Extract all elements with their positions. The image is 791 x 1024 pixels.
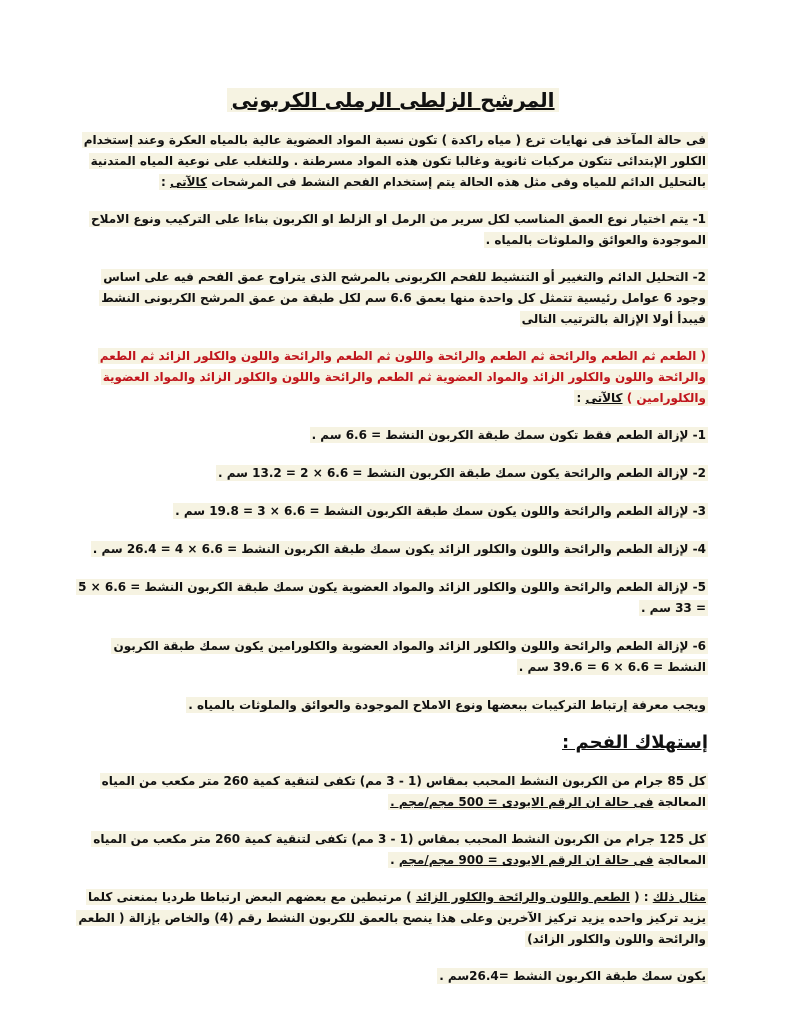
removal-list [78,425,708,678]
list-item: 5- لإزالة الطعم والرائحة واللون والكلور الزائد والمواد العضوية يكون سمك طبقة الكربون النشط = 6.6 × 5 = 33 سم . [78,580,706,615]
consumption-item: كل 125 جرام من الكربون النشط المحبب بمقاس (1 - 3 مم) تكفى لتنقية كمية 260 متر مكعب من المياه المعالجة فى حالة ان الرقم الايودى = 900 مجم/مجم . [93,832,706,867]
list-item: 4- لإزالة الطعم والرائحة واللون والكلور الزائد يكون سمك طبقة الكربون النشط = 6.6 × 4 = 26.4 سم . [92,542,706,556]
list-item: 6- لإزالة الطعم والرائحة واللون والكلور الزائد والمواد العضوية والكلورامين يكون سمك طبقة الكربون النشط = 6.6 × 6 = 39.6 سم . [113,639,706,674]
consumption-item: كل 85 جرام من الكربون النشط المحبب بمقاس (1 - 3 مم) تكفى لتنقية كمية 260 متر مكعب من المياه المعالجة فى حالة ان الرقم الايودى = 500 مجم/مجم . [101,774,706,809]
closing-paragraph: ويجب معرفة إرتباط التركيبات ببعضها ونوع الاملاح الموجودة والعوائق والملوثات بالمياه . [188,698,706,712]
list-item: 2- لإزالة الطعم والرائحة يكون سمك طبقة الكربون النشط = 6.6 × 2 = 13.2 سم . [218,466,706,480]
removal-order-note: ( الطعم ثم الطعم والرائحة ثم الطعم والرائحة واللون ثم الطعم والرائحة واللون والكلور الزائد ثم الطعم والرائحة واللون والكلور الزائد والمواد العضوية ثم الطعم والرائحة واللون والكلور الزائد والمواد العضوية والكلورامين ) كالآتى : [99,349,706,405]
page-title: المرشح الزلطى الرملى الكربونى [78,88,708,112]
point-1: 1- يتم اختيار نوع العمق المناسب لكل سرير من الرمل او الزلط او الكربون بناءا على التركيب ونوع الاملاح الموجودة والعوائق والملوثات بالمياه . [90,212,706,247]
list-item: 3- لإزالة الطعم والرائحة واللون يكون سمك طبقة الكربون النشط = 6.6 × 3 = 19.8 سم . [175,504,706,518]
list-item: 1- لإزالة الطعم فقط تكون سمك طبقة الكربون النشط = 6.6 سم . [311,428,706,442]
result-line: يكون سمك طبقة الكربون النشط =26.4سم . [439,969,706,983]
example-paragraph: مثال ذلك : ( الطعم واللون والرائحة والكلور الزائد ) مرتبطين مع بعضهم البعض ارتباطا طرديا بمنعنى كلما يزيد تركيز واحده يزيد تركيز الآخرين وعلى هذا ينصح بالعمق للكربون النشط رقم (4) والخاص بإزالة ( الطعم والرائحة واللون والكلور الزائد) [78,890,706,946]
point-2: 2- التحليل الدائم والتغيير أو التنشيط للفحم الكربونى بالمرشح الذى يتراوح عمق الفحم فيه على اساس وجود 6 عوامل رئيسية تتمثل كل واحدة منها بعمق 6.6 سم لكل طبقة من عمق المرشح الكربونى النشط فيبدأ أولا الإزالة بالترتيب التالى [101,270,706,326]
document-page [78,88,708,1003]
section-heading: إستهلاك الفحم : [562,732,708,753]
intro-paragraph: فى حالة المآخذ فى نهايات ترع ( مياه راكدة ) تكون نسبة المواد العضوية عالية بالمياه العكرة وعند إستخدام الكلور الإبتدائى تتكون مركبات ثانوية وغالبا تكون هذه المواد مسرطنة . وللتغلب على نوعية المياه المتدنية بالتحليل الدائم للمياه وفى مثل هذه الحالة يتم إستخدام الفحم النشط فى المرشحات كالآتى : [83,133,706,189]
